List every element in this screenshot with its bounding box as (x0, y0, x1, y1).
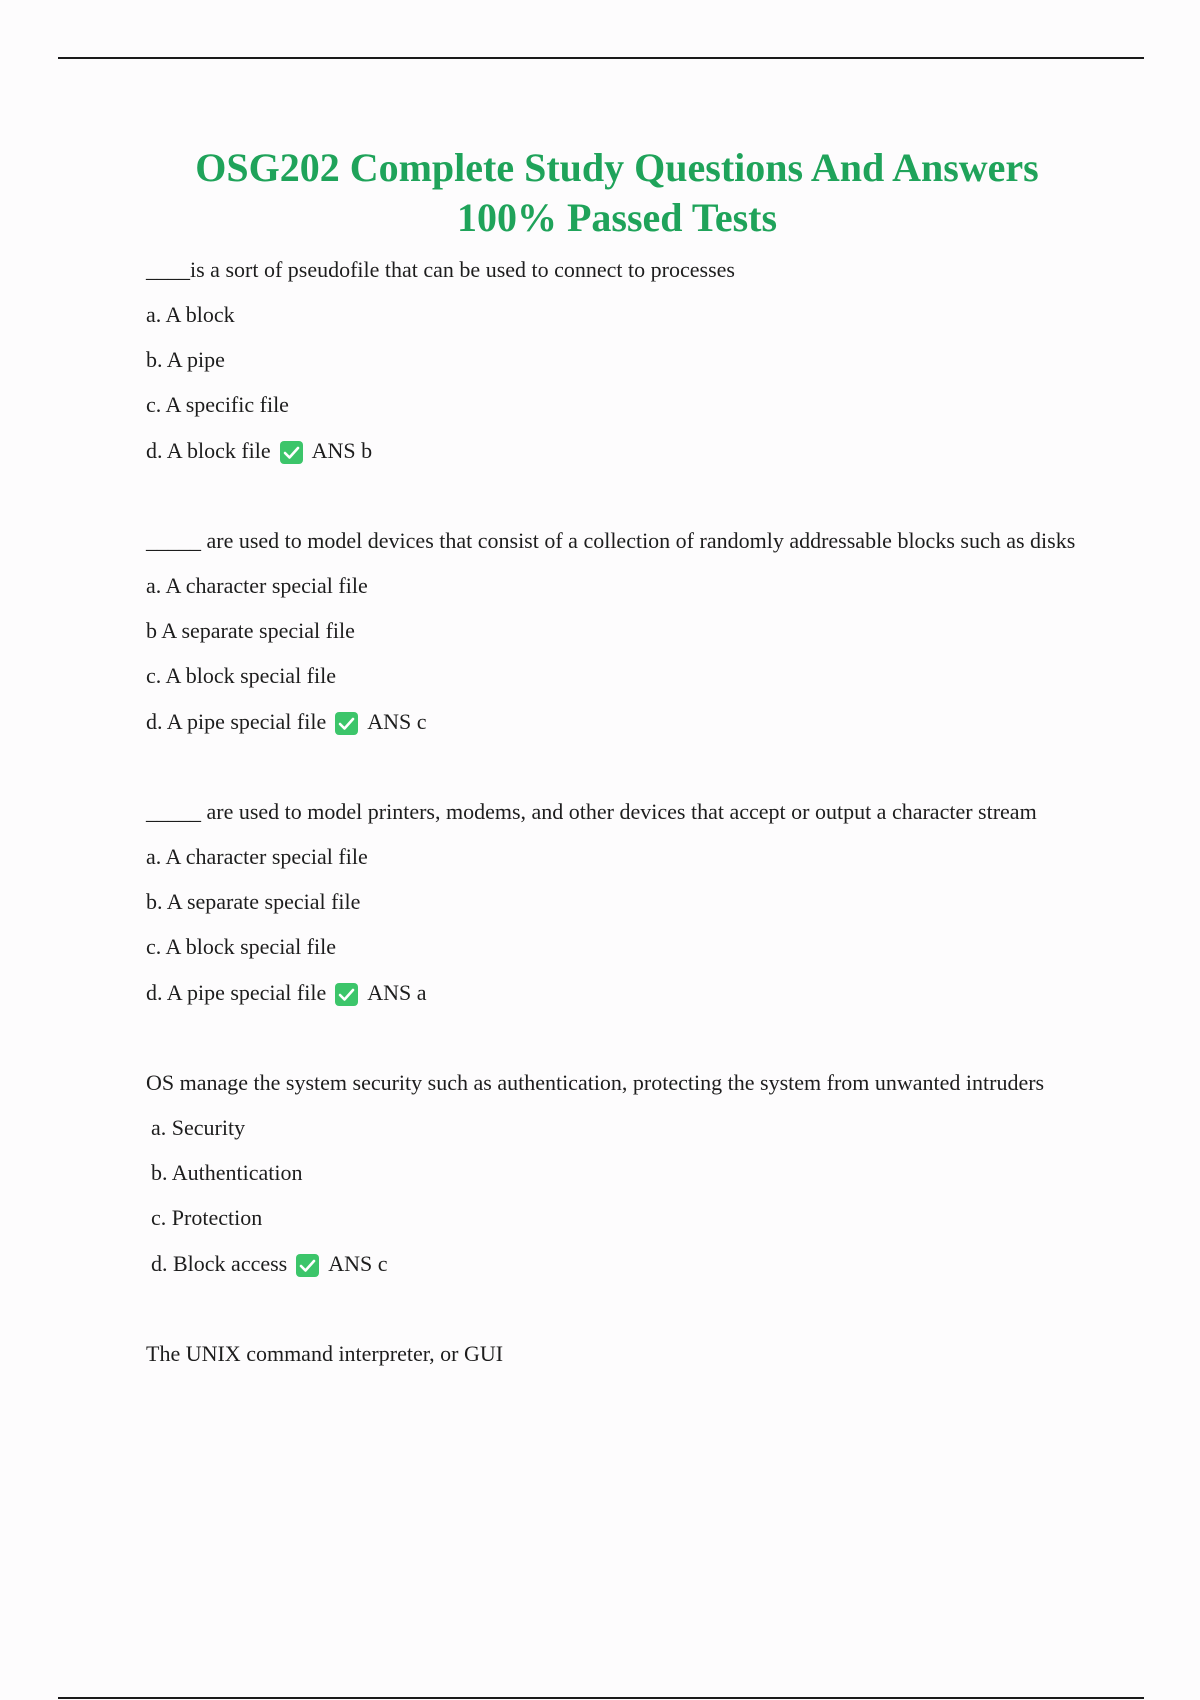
answer-label: ANS b (311, 438, 373, 463)
option-b: b. Authentication (151, 1160, 303, 1185)
option-d-row (146, 979, 1146, 1007)
option-a: a. A block (146, 302, 235, 327)
top-rule (58, 57, 1144, 59)
check-mark-icon (296, 1254, 319, 1277)
option-c: c. A block special file (146, 663, 336, 688)
option-a: a. A character special file (146, 844, 368, 869)
option-d-row (146, 437, 1146, 465)
option-d-row (146, 708, 1146, 736)
option-d: d. A pipe special file (146, 709, 327, 734)
question-list (146, 256, 1146, 1368)
option-c: c. A block special file (146, 934, 336, 959)
option-c: c. A specific file (146, 392, 289, 417)
question-block-3 (146, 798, 1146, 1007)
option-d: d. A pipe special file (146, 980, 327, 1005)
option-a: a. A character special file (146, 573, 368, 598)
title-line-1: OSG202 Complete Study Questions And Answers (195, 145, 1039, 190)
option-d: d. A block file (146, 438, 271, 463)
option-b: b. A pipe (146, 347, 225, 372)
question-text: _____ are used to model devices that consist of a collection of randomly addressable blocks such as disks (146, 528, 1076, 553)
answer-label: ANS c (328, 1251, 388, 1276)
option-b: b A separate special file (146, 618, 355, 643)
question-text: _____ are used to model printers, modems, and other devices that accept or output a character stream (146, 799, 1037, 824)
check-mark-icon (335, 712, 358, 735)
question-text: ____is a sort of pseudofile that can be used to connect to processes (146, 257, 735, 282)
answer-label: ANS a (367, 980, 427, 1005)
question-block-4 (146, 1069, 1146, 1278)
option-a: a. Security (151, 1115, 246, 1140)
question-block-2 (146, 527, 1146, 736)
check-mark-icon (335, 983, 358, 1006)
option-d-row (146, 1250, 1146, 1278)
title-line-2: 100% Passed Tests (456, 195, 778, 240)
option-d: d. Block access (151, 1251, 288, 1276)
question-block-1 (146, 256, 1146, 465)
answer-label: ANS c (367, 709, 427, 734)
question-text-last: The UNIX command interpreter, or GUI (146, 1341, 504, 1366)
option-c: c. Protection (151, 1205, 263, 1230)
bottom-rule (58, 1697, 1144, 1699)
document-title (0, 143, 1200, 243)
question-text: OS manage the system security such as authentication, protecting the system from unwanted intruders (146, 1070, 1045, 1095)
check-mark-icon (280, 441, 303, 464)
option-b: b. A separate special file (146, 889, 361, 914)
